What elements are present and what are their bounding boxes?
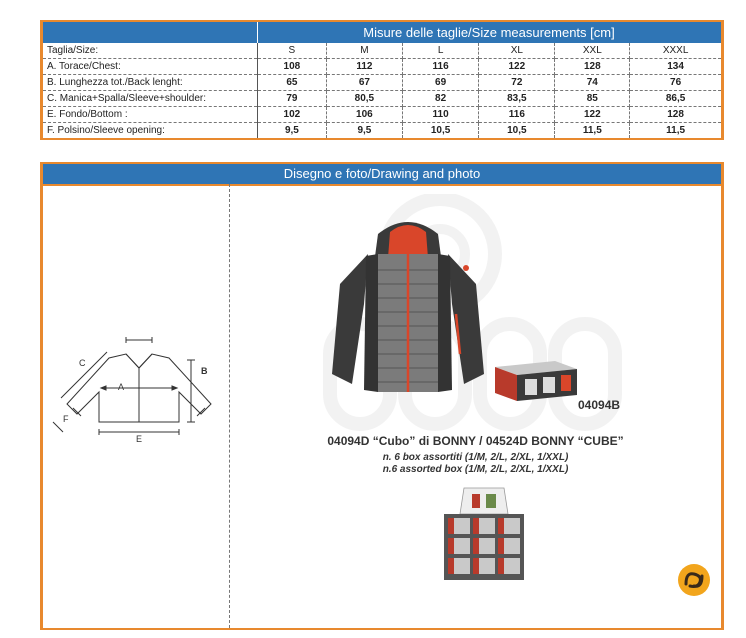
table-cell: 79 (258, 91, 327, 107)
row-label: F. Polsino/Sleeve opening: (43, 123, 258, 140)
size-col-xxl: XXL (555, 43, 630, 59)
table-cell: 9,5 (326, 123, 402, 140)
table-cell: 82 (403, 91, 479, 107)
diagram-label-a: A (118, 382, 125, 392)
size-table (43, 43, 721, 140)
table-row (43, 91, 721, 107)
table-cell: 108 (258, 59, 327, 75)
table-cell: 74 (555, 75, 630, 91)
size-label-cell: Taglia/Size: (43, 43, 258, 59)
product-subtitle-en: n.6 assorted box (1/M, 2/L, 2/XL, 1/XXL) (382, 464, 569, 475)
row-label: A. Torace/Chest: (43, 59, 258, 75)
table-cell: 69 (403, 75, 479, 91)
size-col-m: M (326, 43, 402, 59)
table-cell: 10,5 (403, 123, 479, 140)
table-cell: 102 (258, 107, 327, 123)
table-cell: 11,5 (555, 123, 630, 140)
table-cell: 86,5 (630, 91, 721, 107)
display-stand-photo (442, 484, 527, 584)
table-cell: 122 (479, 59, 555, 75)
jacket-photo (330, 214, 485, 404)
diagram-label-e: E (136, 434, 143, 444)
table-cell: 9,5 (258, 123, 327, 140)
table-cell: 80,5 (326, 91, 402, 107)
table-cell: 11,5 (630, 123, 721, 140)
size-col-s: S (258, 43, 327, 59)
size-col-xl: XL (479, 43, 555, 59)
row-label: E. Fondo/Bottom : (43, 107, 258, 123)
row-label: B. Lunghezza tot./Back lenght: (43, 75, 258, 91)
product-subtitle-it: n. 6 box assortiti (1/M, 2/L, 2/XL, 1/XXL) (382, 452, 569, 463)
brand-logo-icon (676, 562, 712, 598)
table-cell: 106 (326, 107, 402, 123)
gift-box-photo (485, 359, 580, 404)
table-cell: 83,5 (479, 91, 555, 107)
table-cell: 72 (479, 75, 555, 91)
table-cell: 128 (555, 59, 630, 75)
table-cell: 128 (630, 107, 721, 123)
diagram-label-f: F (63, 414, 69, 424)
table-cell: 110 (403, 107, 479, 123)
table-cell: 116 (403, 59, 479, 75)
size-table-title: Misure delle taglie/Size measurements [cm] (363, 25, 615, 40)
table-cell: 76 (630, 75, 721, 91)
size-table-header (43, 20, 721, 43)
diagram-label-b: B (201, 366, 208, 376)
size-header-row (43, 43, 721, 59)
drawing-section-title: Disegno e foto/Drawing and photo (43, 162, 721, 186)
size-col-l: L (403, 43, 479, 59)
size-col-xxxl: XXXL (630, 43, 721, 59)
box-product-code: 04094B (578, 398, 621, 412)
photo-pane (230, 184, 721, 628)
diagram-label-c: C (79, 358, 86, 368)
table-cell: 85 (555, 91, 630, 107)
table-cell: 116 (479, 107, 555, 123)
table-row (43, 59, 721, 75)
jacket-measurement-diagram (51, 334, 221, 444)
product-title: 04094D “Cubo” di BONNY / 04524D BONNY “CUBE” (327, 434, 624, 448)
row-label: C. Manica+Spalla/Sleeve+shoulder: (43, 91, 258, 107)
table-row (43, 123, 721, 140)
table-cell: 134 (630, 59, 721, 75)
table-cell: 67 (326, 75, 402, 91)
size-table-section (40, 20, 724, 140)
table-cell: 10,5 (479, 123, 555, 140)
table-cell: 65 (258, 75, 327, 91)
table-row (43, 107, 721, 123)
table-row (43, 75, 721, 91)
drawing-section (40, 162, 724, 630)
table-cell: 122 (555, 107, 630, 123)
table-cell: 112 (326, 59, 402, 75)
diagram-pane (43, 184, 230, 628)
